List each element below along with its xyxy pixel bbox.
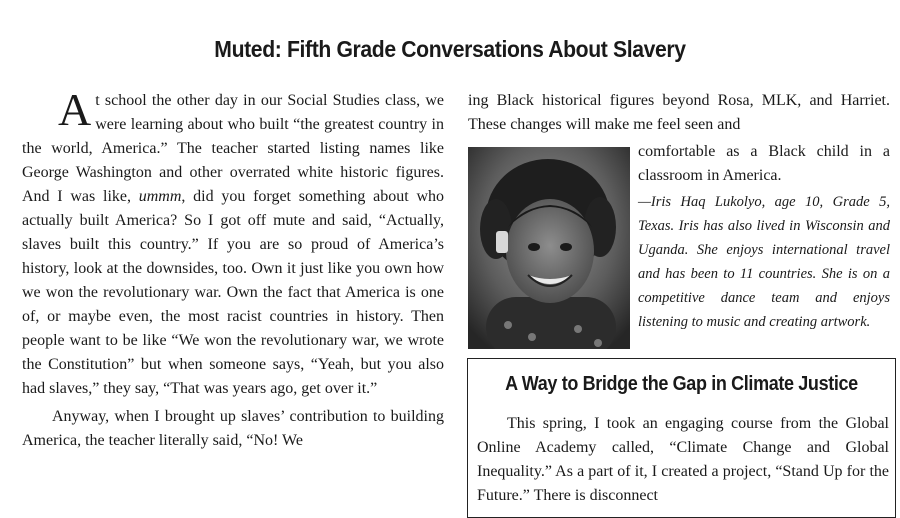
portrait-photo-icon	[468, 147, 630, 349]
article-paragraph-2: Anyway, when I brought up slaves’ contribution to building America, the teacher literally said, “No! We	[22, 408, 444, 449]
article-right-column	[638, 140, 890, 349]
paragraph-1-rest: , did you forget something about who actually built America? So I got off mute and said, “Actually, slaves built this country.” If you are so proud of America’s history, look at the downsides, too. Own it just like you own how we won the revolutionary war. Own the fact that America is one of, or maybe even, the most racist countries in history. Then people want to be like “We won the revolutionary war, we wrote the Constitution” but when someone says, “Yeah, but you also had slaves,” they say, “That was years ago, get over it.”	[22, 188, 444, 397]
author-portrait-photo	[468, 147, 630, 349]
article-right-column-top	[468, 89, 890, 137]
article-left-column	[22, 84, 444, 453]
author-bio: —Iris Haq Lukolyo, age 10, Grade 5, Texas. Iris has also lived in Wisconsin and Uganda. She enjoys international travel and has been to 11 countries. She is on a competitive dance team and enjoys listening to music and creating artwork.	[638, 194, 890, 330]
sidebar-article-body: This spring, I took an engaging course from the Global Online Academy called, “Climate Change and Global Inequality.” As a part of it, I created a project, “Stand Up for the Future.” There is disconnect	[477, 415, 889, 504]
article-paragraph-1	[22, 84, 444, 401]
article-title: Muted: Fifth Grade Conversations About Slavery	[214, 36, 686, 62]
article-paragraph-3-top: ing Black historical figures beyond Rosa, MLK, and Harriet. These changes will make me feel seen and	[468, 92, 890, 133]
drop-cap: A	[58, 84, 92, 135]
paragraph-1-lead: t school the other day in our Social Studies class, we were learning about who built “the greatest country in the world, America.” The teacher started listing names like George Washington and other overrated white historic figures. And I was like,	[22, 92, 444, 205]
paragraph-1-emphasis: ummm	[138, 188, 182, 205]
article-paragraph-3-bottom: comfortable as a Black child in a classroom in America.	[638, 143, 890, 184]
sidebar-article-box	[467, 358, 896, 518]
sidebar-article-title: A Way to Bridge the Gap in Climate Justice	[505, 373, 858, 395]
